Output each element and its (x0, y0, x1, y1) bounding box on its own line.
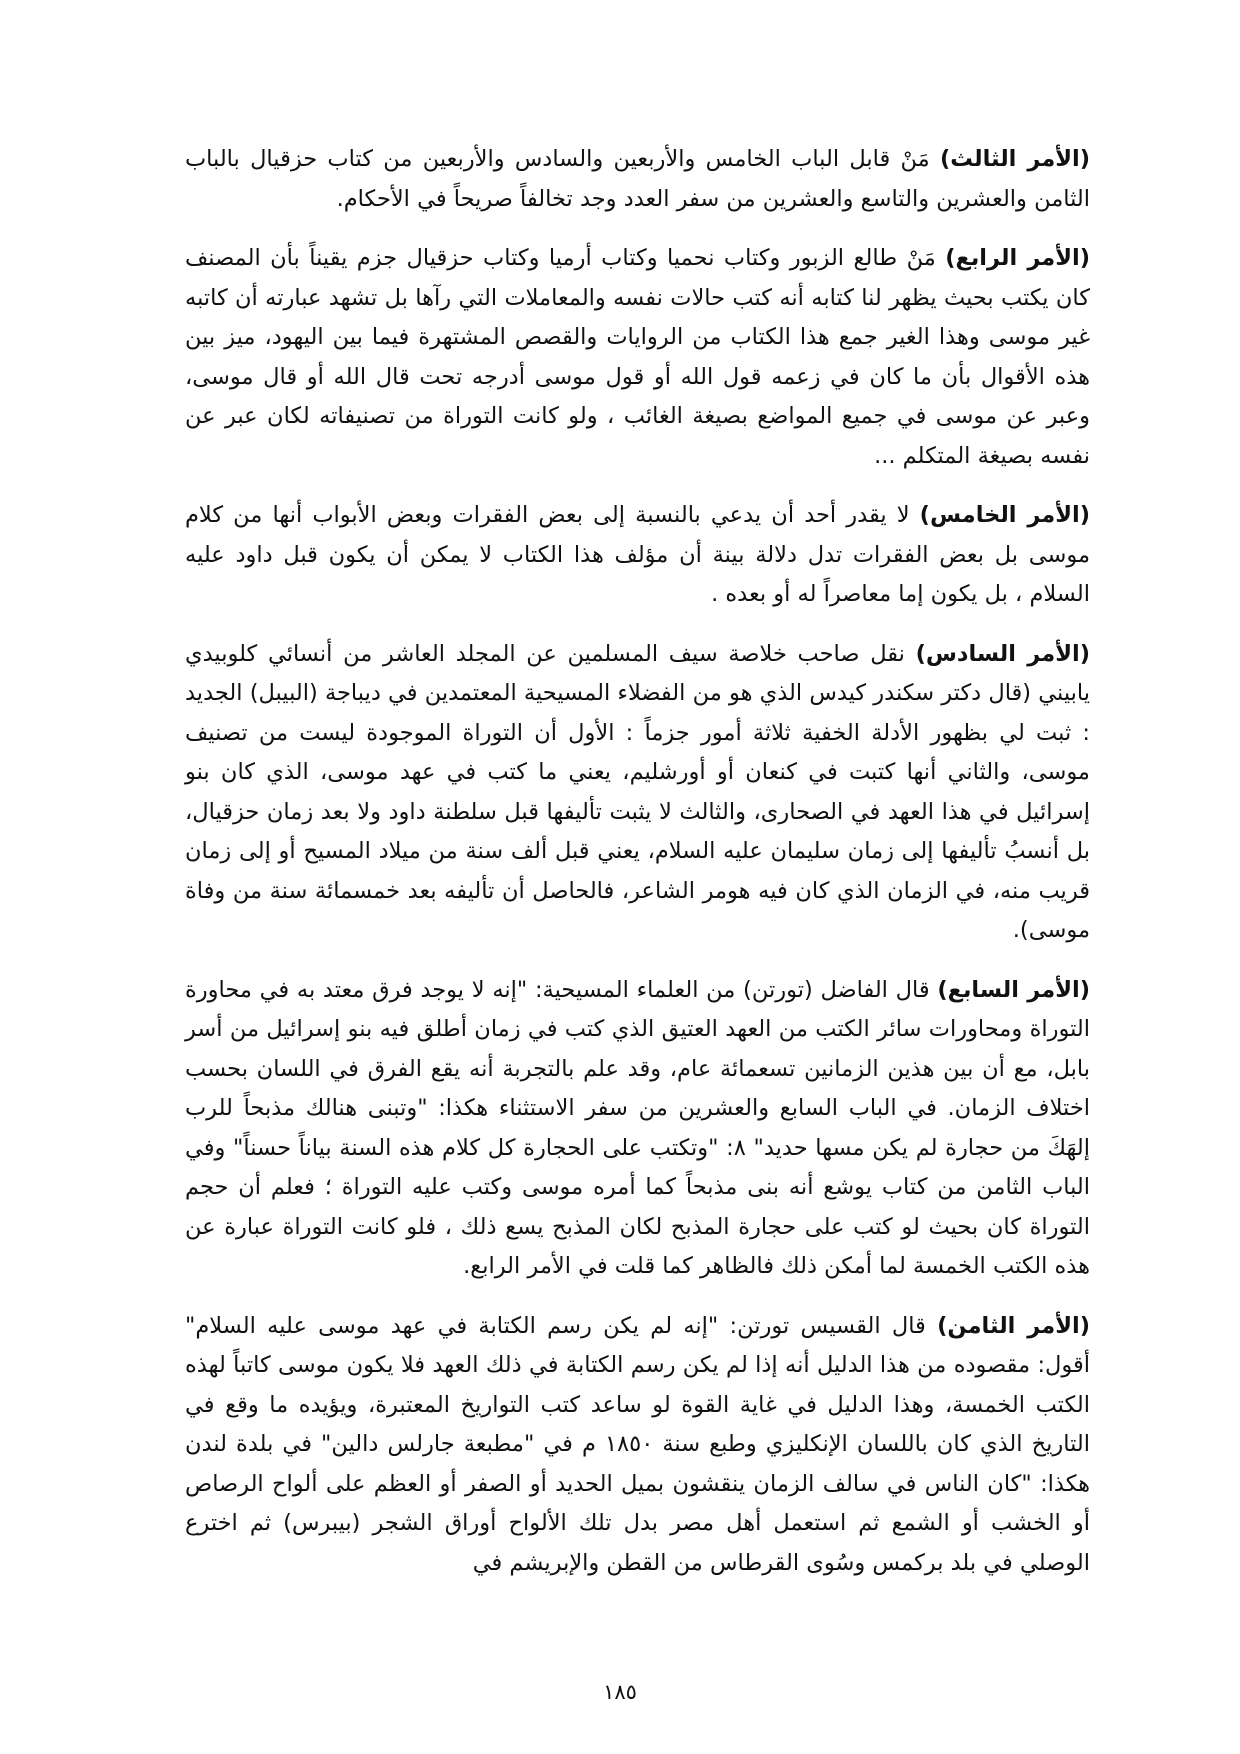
paragraph-text: نقل صاحب خلاصة سيف المسلمين عن المجلد العاشر من أنسائي كلوبيدي يابيني (قال دكتر سكندر كيدس الذي هو من الفضلاء المسيحية المعتمدين في ديباجة (البيبل) الجديد : ثبت لي بظهور الأدلة الخفية ثلاثة أمور جزماً : الأول أن التوراة الموجودة ليست من تصنيف موسى، والثاني أنها كتبت في كنعان أو أورشليم، يعني ما كتب في عهد موسى، الذي كان بنو إسرائيل في هذا العهد في الصحارى، والثالث لا يثبت تأليفها قبل سلطنة داود ولا بعد زمان حزقيال، بل أنسبُ تأليفها إلى زمان سليمان عليه السلام، يعني قبل ألف سنة من ميلاد المسيح أو إلى زمان قريب منه، في الزمان الذي كان فيه هومر الشاعر، فالحاصل أن تأليفه بعد خمسمائة سنة من وفاة موسى). (185, 640, 1090, 943)
paragraph-fifth-matter (185, 496, 1090, 615)
paragraph-label: (الأمر الثالث) (940, 146, 1090, 172)
paragraph-sixth-matter (185, 635, 1090, 951)
document-page (185, 140, 1090, 1603)
paragraph-label: (الأمر الرابع) (945, 245, 1090, 271)
page-number: ١٨٥ (603, 1680, 637, 1704)
paragraph-label: (الأمر السادس) (915, 640, 1090, 667)
paragraph-text: قال القسيس تورتن: "إنه لم يكن رسم الكتابة في عهد موسى عليه السلام" أقول: مقصوده من هذا الدليل أنه إذا لم يكن رسم الكتابة في ذلك العهد فلا يكون موسى كاتباً لهذه الكتب الخمسة، وهذا الدليل في غاية القوة لو ساعد كتب التواريخ المعتبرة، ويؤيده ما وقع في التاريخ الذي كان باللسان الإنكليزي وطبع سنة ١٨٥٠ م في "مطبعة جارلس دالين" في بلدة لندن هكذا: "كان الناس في سالف الزمان ينقشون بميل الحديد أو الصفر أو العظم على ألواح الرصاص أو الخشب أو الشمع ثم استعمل أهل مصر بدل تلك الألواح أوراق الشجر (بيبرس) ثم اخترع الوصلي في بلد بركمس وسُوى القرطاس من القطن والإبريشم في (185, 1312, 1090, 1576)
paragraph-text: قال الفاضل (تورتن) من العلماء المسيحية: "إنه لا يوجد فرق معتد به في محاورة التوراة ومحاورات سائر الكتب من العهد العتيق الذي كتب في زمان أطلق فيه بنو إسرائيل من أسر بابل، مع أن بين هذين الزمانين تسعمائة عام، وقد علم بالتجربة أنه يقع الفرق في اللسان بحسب اختلاف الزمان. في الباب السابع والعشرين من سفر الاستثناء هكذا: "وتبنى هنالك مذبحاً للرب إلهَكَ من حجارة لم يكن مسها حديد" ٨: "وتكتب على الحجارة كل كلام هذه السنة بياناً حسناً" وفي الباب الثامن من كتاب يوشع أنه بنى مذبحاً كما أمره موسى وكتب عليه التوراة ؛ فعلم أن حجم التوراة كان بحيث لو كتب على حجارة المذبح لكان المذبح يسع ذلك ، فلو كانت التوراة عبارة عن هذه الكتب الخمسة لما أمكن ذلك فالظاهر كما قلت في الأمر الرابع. (185, 976, 1090, 1279)
paragraph-label: (الأمر الثامن) (937, 1312, 1090, 1339)
paragraph-label: (الأمر الخامس) (919, 502, 1090, 528)
paragraph-third-matter (185, 140, 1090, 219)
paragraph-eighth-matter (185, 1307, 1090, 1584)
paragraph-text: مَنْ طالع الزبور وكتاب نحميا وكتاب أرميا وكتاب حزقيال جزم يقيناً بأن المصنف كان يكتب بحيث يظهر لنا كتابه أنه كتب حالات نفسه والمعاملات التي رآها بل تشهد عبارته أن كاتبه غير موسى وهذا الغير جمع هذا الكتاب من الروايات والقصص المشتهرة فيما بين اليهود، ميز بين هذه الأقوال بأن ما كان في زعمه قول الله أو قول موسى أدرجه تحت قال الله أو قال موسى، وعبر عن موسى في جميع المواضع بصيغة الغائب ، ولو كانت التوراة من تصنيفاته لكان عبر عن نفسه بصيغة المتكلم ... (185, 245, 1090, 469)
paragraph-text: لا يقدر أحد أن يدعي بالنسبة إلى بعض الفقرات وبعض الأبواب أنها من كلام موسى بل بعض الفقرات تدل دلالة بينة أن مؤلف هذا الكتاب لا يمكن أن يكون قبل داود عليه السلام ، بل يكون إما معاصراً له أو بعده . (185, 502, 1090, 607)
paragraph-label: (الأمر السابع) (937, 976, 1090, 1003)
paragraph-text: مَنْ قابل الباب الخامس والأربعين والسادس والأربعين من كتاب حزقيال بالباب الثامن والعشرين والتاسع والعشرين من سفر العدد وجد تخالفاً صريحاً في الأحكام. (185, 146, 1090, 212)
paragraph-fourth-matter (185, 239, 1090, 476)
paragraph-seventh-matter (185, 971, 1090, 1287)
